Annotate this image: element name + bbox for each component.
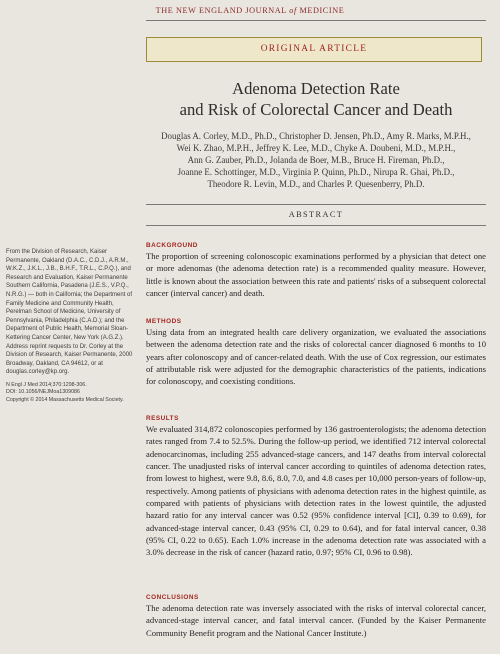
journal-name-of: of <box>289 6 297 15</box>
author-line: Joanne E. Schottinger, M.D., Virginia P. Quinn, Ph.D., Nirupa R. Ghai, Ph.D., <box>177 167 455 177</box>
author-list <box>146 130 486 190</box>
conclusions-heading: CONCLUSIONS <box>146 594 199 601</box>
results-heading: RESULTS <box>146 415 179 422</box>
title-line-1: Adenoma Detection Rate <box>232 79 400 98</box>
article-title <box>146 78 486 120</box>
background-text: The proportion of screening colonoscopic examinations performed by a physician that detect one or more adenomas (the adenoma detection rate) is a recommended quality measure. However, little is known about the association between this rate and patients' risks of a subsequent colorectal cancer (interval cancer) and death. <box>146 251 486 299</box>
article-type-banner <box>146 37 482 62</box>
article-type-label: ORIGINAL ARTICLE <box>260 44 368 54</box>
doi: DOI: 10.1056/NEJMoa1309086 <box>6 389 80 396</box>
journal-name-suffix: MEDICINE <box>299 6 345 15</box>
author-line: Douglas A. Corley, M.D., Ph.D., Christopher D. Jensen, Ph.D., Amy R. Marks, M.P.H., <box>161 131 471 141</box>
top-divider <box>146 20 486 21</box>
results-text: We evaluated 314,872 colonoscopies performed by 136 gastroenterologists; the adenoma detection rates ranged from 7.4 to 52.5%. During the follow-up period, we identified 712 interval colorectal adenocarcinomas, including 255 advanced-stage cancers, and 147 deaths from interval colorectal cancer. The unadjusted risks of interval cancer according to quintiles of adenoma detection rates, from lowest to highest, were 9.8, 8.6, 8.0, 7.0, and 4.8 cases per 10,000 person-years of follow-up, respectively. Among patients of physicians with adenoma detection rates in the highest quintile, as compared with patients of physicians with detection rates in the lowest quintile, the adjusted hazard ratio for any interval cancer was 0.52 (95% confidence interval [CI], 0.39 to 0.69), for advanced-stage interval cancer, 0.43 (95% CI, 0.29 to 0.64), and for fatal interval cancer, 0.38 (95% CI, 0.22 to 0.65). Each 1.0% increase in the adenoma detection rate was associated with a 3.0% decrease in the risk of cancer (hazard ratio, 0.97; 95% CI, 0.96 to 0.98). <box>146 424 486 558</box>
abstract-top-rule <box>146 204 486 205</box>
journal-header <box>0 6 500 15</box>
affiliations-sidebar <box>6 248 140 404</box>
abstract-heading: ABSTRACT <box>288 210 344 219</box>
methods-heading: METHODS <box>146 318 182 325</box>
author-line: Wei K. Zhao, M.P.H., Jeffrey K. Lee, M.D., Chyke A. Doubeni, M.D., M.P.H., <box>176 143 456 153</box>
citation: N Engl J Med 2014;370:1298-306. <box>6 381 87 388</box>
author-line: Theodore R. Levin, M.D., and Charles P. Quesenberry, Ph.D. <box>207 179 425 189</box>
author-line: Ann G. Zauber, Ph.D., Jolanda de Boer, M.B., Bruce H. Fireman, Ph.D., <box>187 155 445 165</box>
conclusions-text: The adenoma detection rate was inversely associated with the risks of interval colorectal cancer, advanced-stage interval cancer, and fatal interval cancer. (Funded by the Kaiser Permanente Community Benefit program and the National Cancer Institute.) <box>146 603 486 638</box>
journal-name-part: THE NEW ENGLAND JOURNAL <box>155 6 287 15</box>
abstract-bottom-rule <box>146 225 486 226</box>
affiliations-text: From the Division of Research, Kaiser Permanente, Oakland (D.A.C., C.D.J., A.R.M., W.K.Z., J.K.L., J.B., B.H.F., T.R.L., C.P.Q.), and Research and Evaluation, Kaiser Permanente Southern California, Pasadena (J.E.S., V.P.Q., N.R.G.) — both in California; the Department of Family Medicine and Community Health, Perelman School of Medicine, University of Pennsylvania, Philadelphia (C.A.D.); and the Department of Public Health, Memorial Sloan-Kettering Cancer Center, New York (A.G.Z.). Address reprint requests to Dr. Corley at the Division of Research, Kaiser Permanente, 2000 Broadway, Oakland, CA 94612, or at douglas.corley@kp.org. <box>6 249 133 376</box>
methods-text: Using data from an integrated health care delivery organization, we evaluated the associations between the adenoma detection rate and the risks of colorectal cancer diagnosed 6 months to 10 years after colonoscopy and of cancer-related death. With the use of Cox regression, our estimates of attributable risk were adjusted for the demographic characteristics of the patients, indications for colonoscopy, and coexisting conditions. <box>146 327 486 387</box>
background-heading: BACKGROUND <box>146 242 198 249</box>
copyright: Copyright © 2014 Massachusetts Medical Society. <box>6 396 124 403</box>
title-line-2: and Risk of Colorectal Cancer and Death <box>179 100 453 119</box>
